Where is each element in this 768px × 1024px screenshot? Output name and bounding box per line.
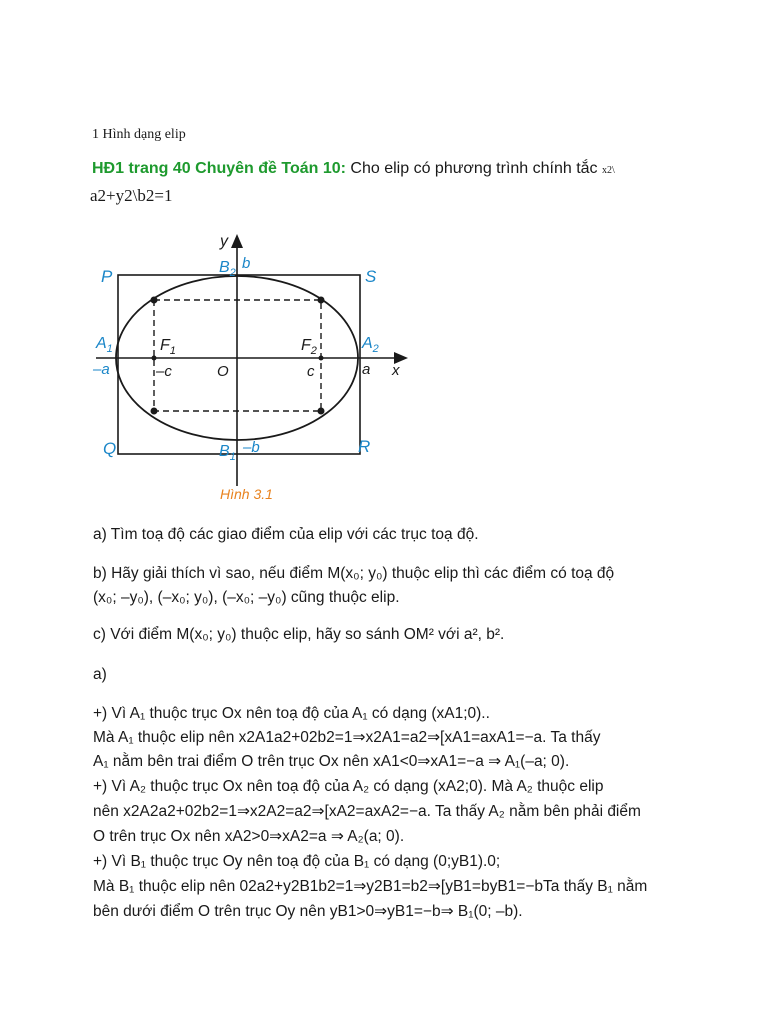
point-b2-label: $B_2$: [219, 259, 236, 279]
answer-line: bên dưới điểm O trên trục Oy nên yB1>0⇒yB1=−b⇒ B₁(0; –b).: [93, 903, 523, 920]
answer-line: +) Vì B₁ thuộc trục Oy nên toạ độ của B₁ có dạng (0;yB1).0;: [93, 853, 501, 870]
focus-f1-label: $F_1$: [160, 337, 176, 357]
section-title: 1 Hình dạng elip: [92, 127, 186, 142]
value-c-label: c: [307, 363, 315, 380]
question-b-line1: b) Hãy giải thích vì sao, nếu điểm M(x₀; y₀) thuộc elip thì các điểm có toạ độ: [93, 565, 615, 582]
y-axis-arrow: [231, 234, 243, 248]
value-minus-b-label: –b: [243, 439, 260, 456]
answer-line: O trên trục Ox nên xA2>0⇒xA2=a ⇒ A₂(a; 0).: [93, 828, 405, 845]
value-b-label: b: [242, 255, 251, 272]
point-r-label: R: [358, 437, 371, 456]
corner-dot-top-left: [151, 297, 158, 304]
answer-line: Mà B₁ thuộc elip nên 02a2+y2B1b2=1⇒y2B1=b2⇒[yB1=byB1=−bTa thấy B₁ nằm: [93, 878, 648, 895]
question-a: a) Tìm toạ độ các giao điểm của elip với các trục toạ độ.: [93, 526, 479, 543]
answer-line: A₁ nằm bên trai điểm O trên trục Ox nên xA1<0⇒xA1=−a ⇒ A₁(–a; 0).: [93, 753, 570, 770]
point-p-label: P: [101, 267, 113, 286]
question-c: c) Với điểm M(x₀; y₀) thuộc elip, hãy so sánh OM² với a², b².: [93, 626, 505, 643]
answer-line: +) Vì A₂ thuộc trục Ox nên toạ độ của A₂ có dạng (xA2;0). Mà A₂ thuộc elip: [93, 778, 604, 795]
value-minus-a-label: –a: [93, 361, 110, 378]
equation-fragment: x2\: [602, 165, 615, 176]
corner-dot-bottom-left: [151, 408, 158, 415]
activity-text: Cho elip có phương trình chính tắc: [345, 160, 602, 177]
point-a2-label: $A_2$: [362, 335, 379, 355]
point-b1-label: $B_1$: [219, 443, 236, 463]
corner-dot-bottom-right: [318, 408, 325, 415]
answer-line: +) Vì A₁ thuộc trục Ox nên toạ độ của A₁ có dạng (xA1;0)..: [93, 705, 490, 722]
origin-label: O: [217, 363, 229, 380]
point-s-label: S: [365, 267, 377, 286]
answer-line: nên x2A2a2+02b2=1⇒x2A2=a2⇒[xA2=axA2=−a. Ta thấy A₂ nằm bên phải điểm: [93, 803, 641, 820]
focus-f2-label: $F_2$: [301, 337, 317, 357]
focus-dot-f1: [152, 356, 157, 361]
figure-caption: Hình 3.1: [220, 486, 273, 502]
activity-heading: [92, 160, 615, 178]
value-minus-c-label: –c: [156, 363, 172, 380]
y-axis-label: y: [220, 233, 228, 250]
point-a1-label: $A_1$: [96, 335, 113, 355]
answer-heading: a): [93, 666, 107, 683]
x-axis-label: x: [392, 362, 400, 379]
focus-dot-f2: [319, 356, 324, 361]
ellipse-figure: [90, 228, 420, 508]
value-a-label: a: [362, 361, 371, 378]
activity-label: HĐ1 trang 40 Chuyên đề Toán 10:: [92, 160, 346, 177]
corner-dot-top-right: [318, 297, 325, 304]
question-b-line2: (x₀; –y₀), (–x₀; y₀), (–x₀; –y₀) cũng thuộc elip.: [93, 589, 400, 606]
answer-line: Mà A₁ thuộc elip nên x2A1a2+02b2=1⇒x2A1=a2⇒[xA1=axA1=−a. Ta thấy: [93, 729, 601, 746]
ellipse-equation: a2+y2\b2=1: [90, 186, 173, 205]
point-q-label: Q: [103, 439, 117, 458]
